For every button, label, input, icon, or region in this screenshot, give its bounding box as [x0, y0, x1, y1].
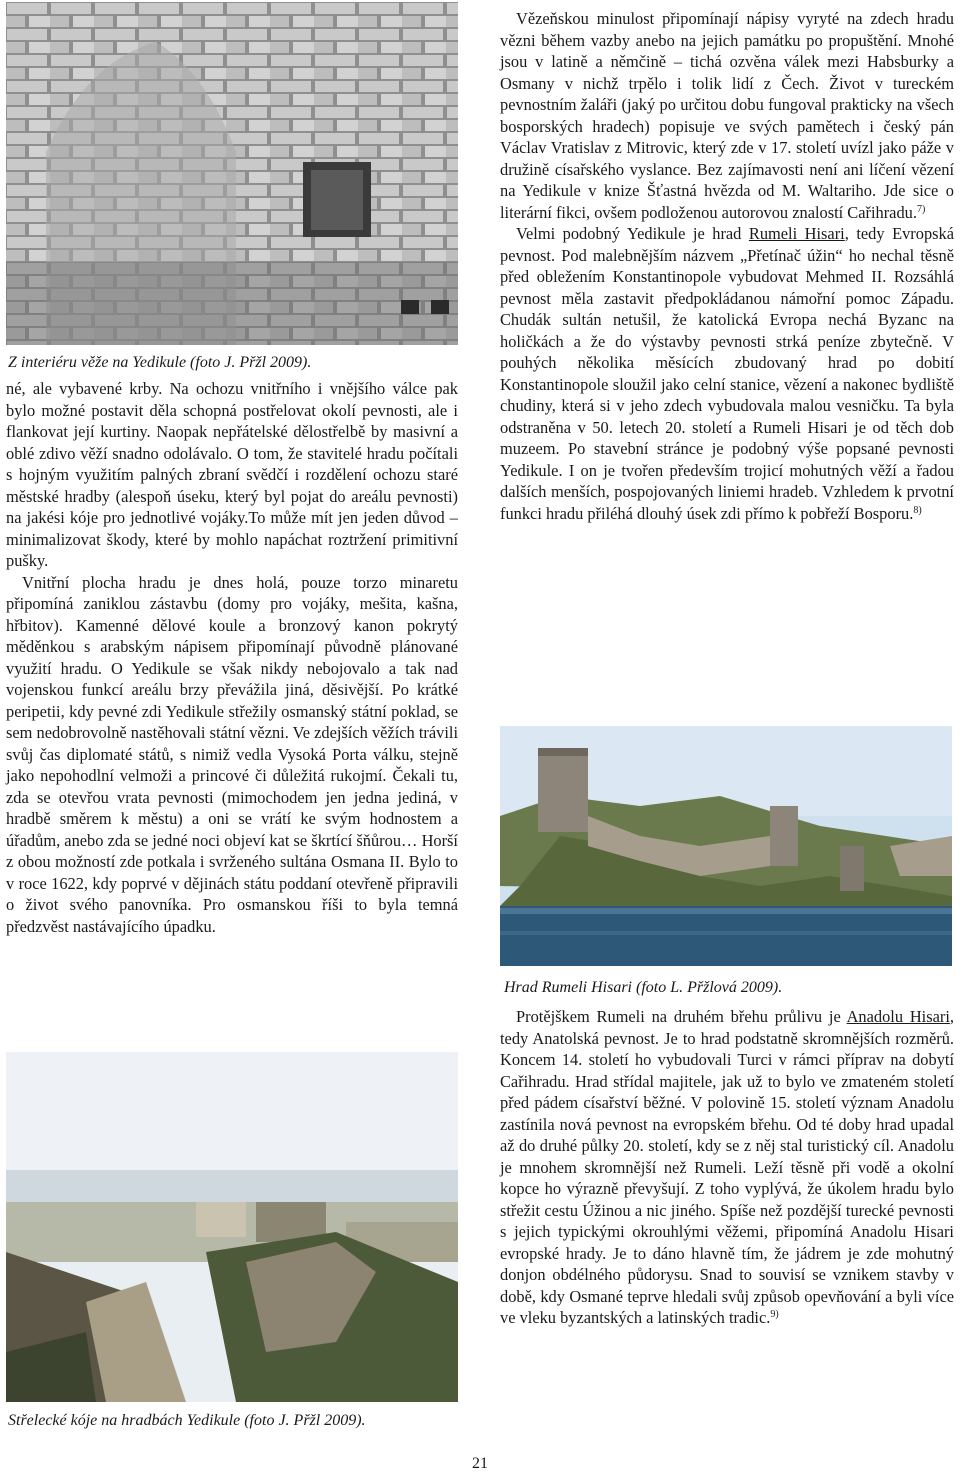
photo-shooting-booths: [6, 1052, 458, 1402]
left-paragraph-1: né, ale vybavené krby. Na ochozu vnitřního i vnějšího válce pak bylo možné postavit děla schopná postřelovat okolí pevnosti, ale i flankovat její kurtiny. Naopak nepřátelské dělostřelbě by masivní a oblé zdivo věží snadno odolávalo. O tom, že stavitelé hradu počítali s hojným využitím palných zbraní svědčí i rozdělení ochozu staré městské hradby (alespoň úseku, který byl pojat do areálu pevnosti) na jakési kóje pro jednotlivé vojáky.To může mít jen jeden důvod – minimalizovat škody, které by mohlo napáchat roztržení primitivní pušky.: [6, 379, 458, 570]
right-paragraph-1: [500, 8, 954, 223]
right-text-1: [500, 8, 954, 524]
left-paragraph-2: Vnitřní plocha hradu je dnes holá, pouze torzo minaretu připomíná zaniklou zástavbu (domy pro vojáky, mešita, kašna, hřbitov). Kamenné dělové koule a bronzový kanon pokrytý měděnkou s arabským nápisem připomínají původně plánované využití hradu. O Yedikule se však nikdy nebojovalo a tak nad vojenskou funkcí areálu brzy převážila jiná, děsivější. Po krátké peripetii, kdy pevné zdi Yedikule střežily osmanský státní poklad, se sem nedobrovolně nastěhovali státní vězni. Ve zdejších věžích trávili svůj čas diplomaté států, s nimiž vedla Vysoká Porta válku, stejně jako nepohodlní velmoži a princové či důležitá rukojmí. Čekali tu, zda se otevřou vrata pevnosti (mimochodem jen jedna jediná, v hradbě směrem k městu) a oni se vrátí ke svým hodnostem a úřadům, anebo zda se jedné noci objeví kat se škrtící šňůrou… Horší z obou možností zde potkala i svrženého sultána Osmana II. Bylo to v roce 1622, kdy poprvé v dějinách státu poddaní otevřeně připravili o život svého panovníka. Pro osmanskou říši to byla temná předzvěst nastávajícího úpadku.: [6, 572, 458, 936]
right-text-2: [500, 1006, 954, 1329]
footnote-ref-9: 9): [770, 1309, 779, 1320]
right-paragraph-1-text: Vězeňskou minulost připomínají nápisy vyryté na zdech hradu vězni během vazby anebo na jejich památku po propuštění. Mnohé jsou v latině a němčině – tichá ozvěna válek mezi Habsburky a Osmany v nichž trpělo i tolik lidí z Čech. Život v tureckém pevnostním žaláři (jaký po určitou dobu fungoval prakticky na všech bosporských hradech) popisuje ve svých pamětech i český pán Václav Vratislav z Mitrovic, který zde v 17. století uvízl jako páže v družině císařského vyslance. Bez zajímavosti není ani líčení vězení na Yedikule v knize Šťastná hvězda od M. Waltariho. Jde sice o literární fikci, ovšem podloženou autorovou znalostí Cařihradu.: [500, 9, 954, 222]
right-paragraph-2-text-b: , tedy Evropská pevnost. Pod malebnějším názvem „Přetínač úžin“ ho nechal těsně před obležením Konstantinopole vybudovat Mehmed II. Rozsáhlá pevnost měla zastavit předpokládanou námořní pomoc Západu. Chudák sultán netušil, že katolická Evropa nechá Byzanc na holičkách a že do výstavby pevnosti strká peníze zbytečně. V pouhých několika měsících zbudovaný hrad po dobití Konstantinopole sloužil jako celní stanice, vězení a nakonec bydliště chudiny, která si v jeho zdech vybudovala malou vesničku. Ta byla odstraněna v 50. letech 20. století a Rumeli Hisari je od těch dob muzeem. Po stavební stránce je podobný výše popsané pevnosti Yedikule. I on je tvořen především trojicí mohutných věží a řadou dalších menších, pospojovaných liniemi hradeb. Vzhledem k prvotní funkci hradu přiléhá dlouhý úsek zdi přímo k pobřeží Bosporu.: [500, 224, 954, 523]
right-paragraph-2: [500, 223, 954, 524]
left-text-1: [6, 378, 458, 937]
footnote-ref-7: 7): [916, 203, 926, 215]
rumeli-hisari-link: Rumeli Hisari: [748, 224, 845, 243]
photo-rumeli-hisari: [500, 726, 952, 966]
page-number: 21: [472, 1455, 488, 1472]
right-paragraph-3: [500, 1006, 954, 1329]
anadolu-hisari-link: Anadolu Hisari: [846, 1007, 950, 1026]
right-paragraph-3-text-a: Protějškem Rumeli na druhém břehu průlivu je: [516, 1007, 847, 1026]
photo-tower-interior: [6, 2, 458, 345]
caption-shooting-booths: Střelecké kóje na hradbách Yedikule (foto J. Přžl 2009).: [8, 1412, 366, 1429]
caption-rumeli-hisari: Hrad Rumeli Hisari (foto L. Přžlová 2009).: [504, 979, 783, 996]
footnote-ref-8: 8): [913, 504, 922, 516]
right-paragraph-2-text-a: Velmi podobný Yedikule je hrad: [516, 224, 749, 243]
caption-tower-interior: Z interiéru věže na Yedikule (foto J. Přžl 2009).: [8, 354, 312, 371]
right-paragraph-3-text-b: , tedy Anatolská pevnost. Je to hrad podstatně skromnějších rozměrů. Koncem 14. století ho vybudovali Turci v rámci příprav na dobytí Cařihradu. Hrad střídal majitele, jak už to bylo ve zmateném století před pádem císařství běžné. V polovině 15. století význam Anadolu zastínila nová pevnost na evropském břehu. Od té doby hrad upadal až do druhé půlky 20. století, kdy se z něj stal turistický cíl. Anadolu je mnohem skromnější než Rumeli. Leží těsně při vodě a okolní kopce ho výrazně převyšují. Z toho vyplývá, že úkolem hradu bylo střežit cestu Úžinou a nic jiného. Spíše než pozdější turecké pevnosti s jejich typickými okrouhlými věžemi, připomíná Anadolu Hisari evropské hrady. Je to dáno hlavně tím, že jádrem je zde mohutný donjon obdélného půdorysu. Snad to souvisí se vznikem stavby v době, kdy Osmané teprve hledali svůj způsob opevňování a byli více ve vleku byzantských a latinských tradic.: [500, 1007, 954, 1327]
